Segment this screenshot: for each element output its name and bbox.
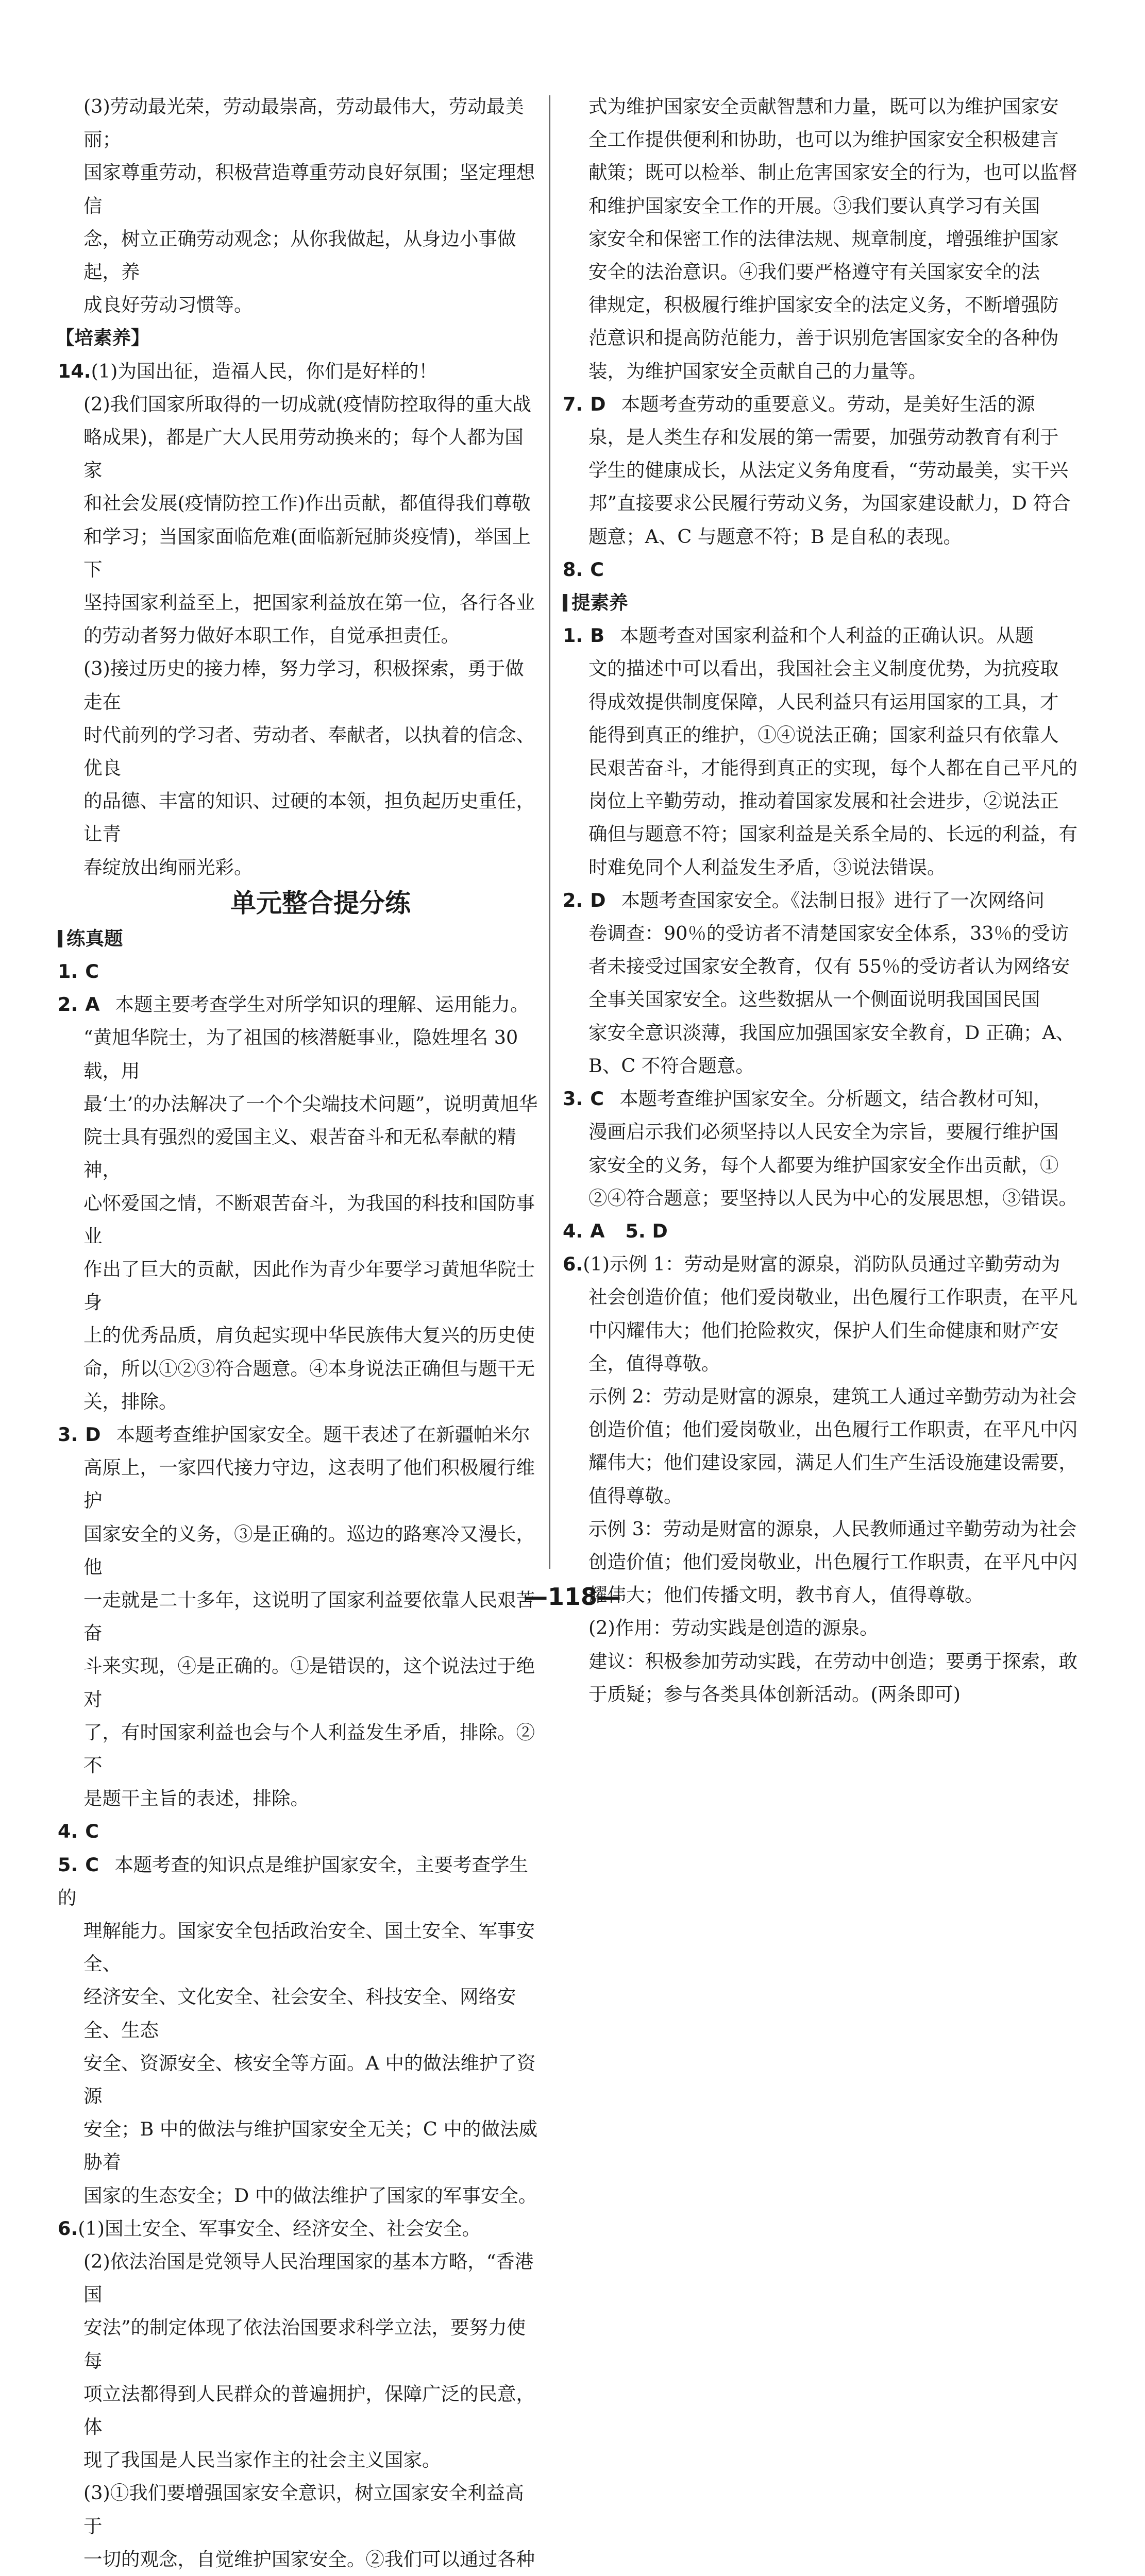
answer-8 [563,553,1078,586]
left-column [58,90,542,2576]
text-block [58,1021,542,1418]
text-line: 关，排除。 [83,1390,178,1413]
text-line: 安法”的制定体现了依法治国要求科学立法，要努力使每 [83,2316,526,2372]
text-line: 全，值得尊敬。 [588,1352,720,1375]
text-line: 示例 3：劳动是财富的源泉，人民教师通过辛勤劳动为社会 [588,1517,1077,1540]
text-line: 耀伟大；他们建设家园，满足人们生产生活设施建设需要， [588,1451,1077,1474]
answer-5 [58,1849,542,2212]
text-line: 式为维护国家安全贡献智慧和力量，既可以为维护国家安 [588,95,1059,117]
text-line: 院士具有强烈的爱国主义、艰苦奋斗和无私奉献的精神， [83,1126,516,1181]
text-line: 卷调查：90％的受访者不清楚国家安全体系，33％的受访 [588,922,1069,945]
text-block [563,652,1078,884]
text-line: 6. [58,2217,78,2240]
text-line: 家安全意识淡薄，我国应加强国家安全教育，D 正确；A、 [588,1021,1075,1044]
text-line: (2)作用：劳动实践是创造的源泉。 [588,1617,879,1639]
text-line: 家安全和保密工作的法律法规、规章制度，增强维护国家 [588,227,1059,250]
text-line: 现了我国是人民当家作主的社会主义国家。 [83,2449,441,2471]
text-line: 社会创造价值；他们爱岗敬业，出色履行工作职责，在平凡 [588,1286,1077,1309]
text-line: C [85,960,99,983]
text-line: 建议：积极参加劳动实践，在劳动中创造；要勇于探索，敢 [588,1650,1077,1672]
column-divider [549,95,550,1569]
text-line [563,1082,1078,1115]
text-line: 命，所以①②③符合题意。④本身说法正确但与题干无 [83,1357,535,1380]
text-line: 3. [58,1423,78,1446]
text-line: 2. [563,889,583,911]
text-line: 一走就是二十多年，这说明了国家利益要依靠人民艰苦奋 [83,1588,535,1645]
answer-6-continued [563,90,1078,388]
text-line: 范意识和提高防范能力，善于识别危害国家安全的各种伪 [588,327,1059,349]
text-line: B、C 不符合题意。 [588,1054,754,1077]
answer-7 [563,388,1078,553]
text-line: 和学习；当国家面临危难(面临新冠肺炎疫情)，举国上下 [83,525,531,581]
text-line: (3)①我们要增强国家安全意识，树立国家安全利益高于 [83,2482,524,2537]
page-number: —118— [524,1583,621,1611]
text-line: 家安全的义务，每个人都要为维护国家安全作出贡献，① [588,1154,1059,1176]
text-line: 是题干主旨的表述，排除。 [83,1787,309,1810]
text-line: A [85,993,100,1016]
answer-3 [58,1418,542,1815]
text-line: 安全、资源安全、核安全等方面。A 中的做法维护了资源 [83,2052,536,2107]
text-line: 文的描述中可以看出，我国社会主义制度优势，为抗疫取 [588,657,1059,680]
text-line: 理解能力。国家安全包括政治安全、国土安全、军事安全、 [83,1919,535,1975]
text-line: 时代前列的学习者、劳动者、奉献者，以执着的信念、优良 [83,723,535,779]
text-line: 中闪耀伟大；他们抢险救灾，保护人们生命健康和财产安 [588,1319,1059,1342]
text-line: 8. [563,558,583,581]
text-line: (3)劳动最光荣，劳动最崇高，劳动最伟大，劳动最美丽； [83,95,524,151]
text-line: 泉，是人类生存和发展的第一需要，加强劳动教育有利于 [588,426,1059,449]
text-line: 本题考查的知识点是维护国家安全，主要考查学生的 [58,1853,529,1909]
text-line: 确但与题意不符；国家利益是关系全局的、长远的利益，有 [588,823,1077,845]
text-line: 律规定，积极履行维护国家安全的法定义务，不断增强防 [588,294,1059,316]
text-line: 念，树立正确劳动观念；从你我做起，从身边小事做起，养 [83,227,516,283]
text-line: C [590,558,604,581]
text-line: 略成果)，都是广大人民用劳动换来的；每个人都为国家 [83,426,524,482]
text-block [563,917,1078,1082]
tag-marker [58,930,62,947]
text-line: 全事关国家安全。这些数据从一个侧面说明我国国民国 [588,988,1040,1011]
text-line: 献策；既可以检举、制止危害国家安全的行为，也可以监督 [588,161,1077,184]
text-line: 本题考查维护国家安全。题干表述了在新疆帕米尔 [116,1423,530,1446]
text-line: 心怀爱国之情，不断艰苦奋斗，为我国的科技和国防事业 [83,1192,535,1247]
text-line [58,1418,542,1451]
text-line: A [590,1219,605,1242]
text-line: 能得到真正的维护，①④说法正确；国家利益只有依靠人 [588,723,1059,746]
text-line: (1)为国出征，造福人民，你们是好样的！ [91,360,437,382]
text-line: 上的优秀品质，肩负起实现中华民族伟大复兴的历史使 [83,1324,535,1347]
text-line [58,2212,542,2245]
answer-6-left [58,2212,542,2576]
text-line: C [590,1088,604,1110]
answer-r2 [563,884,1078,1082]
tag-marker [563,594,567,612]
text-line [58,988,542,1021]
answer-2 [58,988,542,1418]
text-line [563,388,1078,421]
text-line: 值得尊敬。 [588,1484,683,1507]
text-line: C [85,1820,99,1843]
text-line: 3. [563,1088,583,1110]
tag-lianzhenti [58,922,542,955]
text-line: 4. [58,1820,78,1843]
text-line: (2)依法治国是党领导人民治理国家的基本方略，“香港国 [83,2250,534,2306]
text-line: 最‘土’的办法解决了一个个尖端技术问题”，说明黄旭华 [83,1092,538,1115]
text-line: 民艰苦奋斗，才能得到真正的实现，每个人都在自己平凡的 [588,757,1077,779]
text-line: 提素养 [571,591,628,614]
text-block [58,1451,542,1815]
text-line: (1)示例 1：劳动是财富的源泉，消防队员通过辛勤劳动为 [583,1253,1060,1276]
text-line: 题意；A、C 与题意不符；B 是自私的表现。 [588,525,962,548]
text-line: 6. [563,1253,583,1276]
text-line [58,355,542,388]
text-line: 1. [563,624,583,647]
text-line: 本题考查维护国家安全。分析题文，结合教材可知， [619,1088,1052,1110]
text-line: 的劳动者努力做好本职工作，自觉承担责任。 [83,624,460,647]
text-line: D [590,889,606,911]
text-line: ②④符合题意；要坚持以人民为中心的发展思想，③错误。 [588,1187,1077,1209]
text-line: 本题考查对国家利益和个人利益的正确认识。从题 [620,624,1034,647]
answer-14 [58,355,542,884]
text-line: 示例 2：劳动是财富的源泉，建筑工人通过辛勤劳动为社会 [588,1385,1077,1408]
text-line: 安全的法治意识。④我们要严格遵守有关国家安全的法 [588,261,1040,283]
text-line: 的品德、丰富的知识、过硬的本领，担负起历史重任，让青 [83,790,535,845]
answer-4 [58,1815,542,1848]
text-line: (3)接过历史的接力棒，努力学习，积极探索，勇于做走在 [83,657,524,713]
text-line: 了，有时国家利益也会与个人利益发生矛盾，排除。②不 [83,1721,535,1776]
text-line: 创造价值；他们爱岗敬业，出色履行工作职责，在平凡中闪 [588,1418,1077,1441]
answer-1 [58,955,542,988]
text-line: (2)我们国家所取得的一切成就(疫情防控取得的重大战 [83,393,531,415]
text-block [58,1914,542,2212]
text-line [563,884,1078,917]
text-line [563,619,1078,652]
section-peisuyang: 【培素养】 [56,327,150,349]
text-line: 作出了巨大的贡献，因此作为青少年要学习黄旭华院士身 [83,1258,535,1314]
text-line: 学生的健康成长，从法定义务角度看，“劳动最美，实干兴 [588,459,1069,482]
text-line: 国家安全的义务，③是正确的。巡边的路寒冷又漫长，他 [83,1522,535,1578]
text-line: 一切的观念，自觉维护国家安全。②我们可以通过各种 [83,2548,535,2570]
unit-title: 单元整合提分练 [230,888,411,918]
text-block [58,2245,542,2576]
answer-r6 [563,1248,1078,1711]
text-line: 本题主要考查学生对所学知识的理解、运用能力。 [115,993,529,1016]
text-line: 经济安全、文化安全、社会安全、科技安全、网络安全、生态 [83,1986,516,2041]
text-line: 国家尊重劳动，积极营造尊重劳动良好氛围；坚定理想信 [83,161,535,217]
answer-r3 [563,1082,1078,1215]
text-line [58,1849,542,1914]
answer-r4-r5 [563,1215,1078,1248]
text-block [563,421,1078,553]
text-line: 5. D [625,1219,668,1242]
tag-tisuyang [563,586,1078,619]
text-line: 岗位上辛勤劳动，推动着国家发展和社会进步，②说法正 [588,790,1059,812]
text-line: 耀伟大；他们传播文明，教书育人，值得尊敬。 [588,1584,984,1606]
text-line: 高原上，一家四代接力守边，这表明了他们积极履行维护 [83,1456,535,1512]
text-block [58,388,542,884]
text-line: 春绽放出绚丽光彩。 [83,856,253,878]
text-line: 于质疑；参与各类具体创新活动。(两条即可) [588,1683,961,1705]
text-line: 练真题 [66,927,123,950]
text-line: C [85,1853,99,1876]
text-line: 者未接受过国家安全教育，仅有 55％的受访者认为网络安 [588,955,1070,978]
text-line: 和维护国家安全工作的开展。③我们要认真学习有关国 [588,194,1040,217]
text-line: 创造价值；他们爱岗敬业，出色履行工作职责，在平凡中闪 [588,1550,1077,1573]
text-line: 1. [58,960,78,983]
text-block [563,1115,1078,1215]
text-line: 安全；B 中的做法与维护国家安全无关；C 中的做法威胁着 [83,2118,537,2174]
text-block [563,1281,1078,1711]
text-line: 和社会发展(疫情防控工作)作出贡献，都值得我们尊敬 [83,492,531,515]
text-line: D [590,393,606,415]
text-line: 得成效提供制度保障，人民利益只有运用国家的工具，才 [588,690,1059,713]
text-line: 邦”直接要求公民履行劳动义务，为国家建设献力，D 符合 [588,492,1071,515]
answer-number: 14. [58,360,91,382]
text-line: 5. [58,1853,78,1876]
q13-part3 [58,90,542,321]
text-line [563,1248,1078,1281]
text-line: 国家的生态安全；D 中的做法维护了国家的军事安全。 [83,2184,537,2207]
text-line: D [85,1423,101,1446]
text-line: (1)国土安全、军事安全、经济安全、社会安全。 [78,2217,481,2240]
text-line: B [590,624,605,647]
answer-r1 [563,619,1078,884]
text-line: 2. [58,993,78,1016]
text-line: 4. [563,1219,583,1242]
text-line: 装，为维护国家安全贡献自己的力量等。 [588,360,927,382]
text-line: 本题考查劳动的重要意义。劳动，是美好生活的源 [621,393,1035,415]
text-line: 成良好劳动习惯等。 [83,294,253,316]
text-line: 漫画启示我们必须坚持以人民安全为宗旨，要履行维护国 [588,1121,1059,1143]
text-line: 斗来实现，④是正确的。①是错误的，这个说法过于绝对 [83,1655,535,1710]
text-line: 项立法都得到人民群众的普遍拥护，保障广泛的民意，体 [83,2382,535,2438]
text-line: 坚持国家利益至上，把国家利益放在第一位，各行各业 [83,591,535,614]
text-line: 时难免同个人利益发生矛盾，③说法错误。 [588,856,946,878]
text-line: 本题考查国家安全。《法制日报》进行了一次网络问 [621,889,1045,911]
right-column [563,90,1078,1711]
text-line: “黄旭华院士，为了祖国的核潜艇事业，隐姓埋名 30 载，用 [83,1026,518,1082]
text-line: 全工作提供便利和协助，也可以为维护国家安全积极建言 [588,128,1059,151]
text-line: 7. [563,393,583,415]
